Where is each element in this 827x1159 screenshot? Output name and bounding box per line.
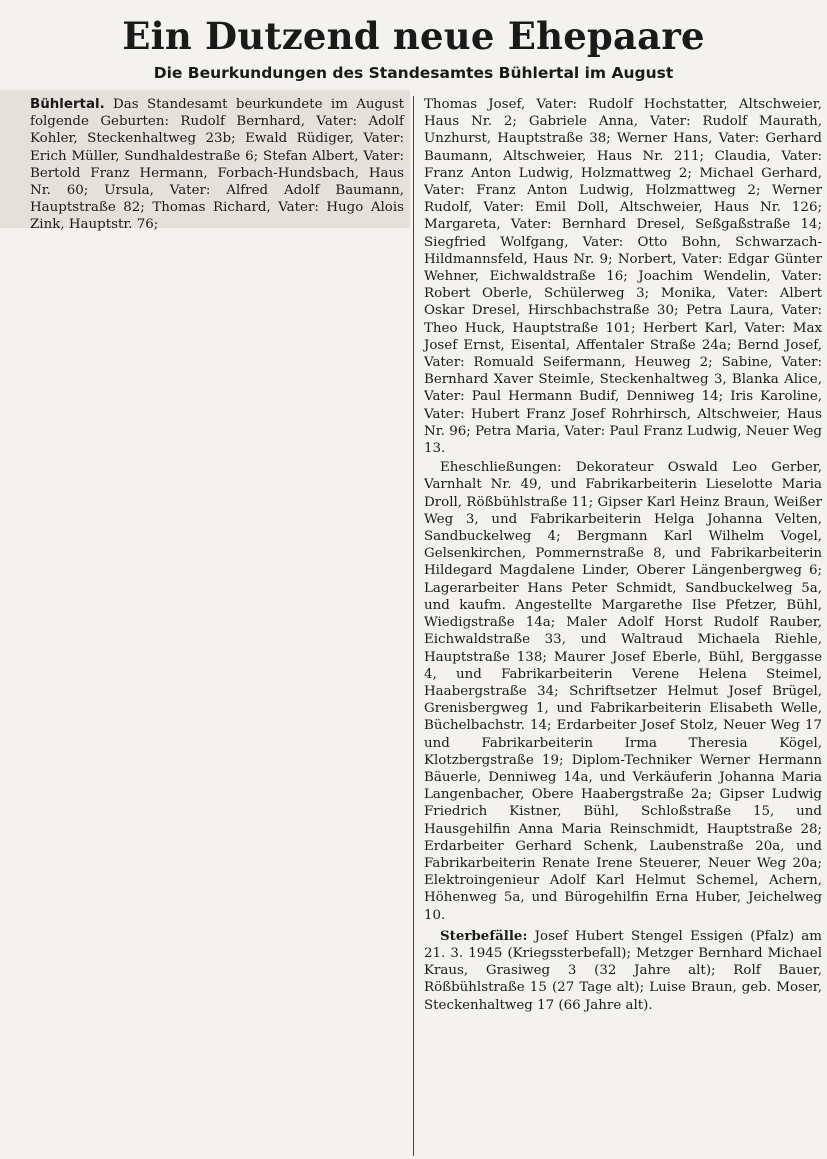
births-text: Das Standesamt beurkundete im August folgende Geburten: Rudolf Bernhard, Vater: Adolf Kohler, Steckenhaltweg 23b; Ewald Rüdiger, Vater: Erich Müller, Sundhaldestraße 6; Stefan Albert, Vater: Bertold Franz Hermann, Forbach-Hundsbach, Haus Nr. 60; Ursula, Vater: Alfred Adolf Baumann, Hauptstraße 82; Thomas Richard, Vater: Hugo Alois Zink, Hauptstr. 76; [30,97,404,233]
deaths-lead: Sterbefälle: [440,927,528,944]
column-divider [413,96,414,1156]
dateline: Bühlertal. [30,97,105,112]
article-headline: Ein Dutzend neue Ehepaare [122,14,705,58]
left-column [30,96,404,234]
marriages-paragraph: Eheschließungen: Dekorateur Oswald Leo Gerber, Varnhalt Nr. 49, und Fabrikarbeiterin Lieselotte Maria Droll, Rößbühlstraße 11; Gipser Karl Heinz Braun, Weißer Weg 3, und Fabrikarbeiterin Helga Johanna Velten, Sandbuckelweg 4; Bergmann Karl Wilhelm Vogel, Gelsenkirchen, Pommernstraße 8, und Fabrikarbeiterin Hildegard Magdalene Linder, Oberer Längenbergweg 6; Lagerarbeiter Hans Peter Schmidt, Sandbuckelweg 5a, und kaufm. Angestellte Margarethe Ilse Pfetzer, Bühl, Wiedigstraße 14a; Maler Adolf Horst Rudolf Rauber, Eichwaldstraße 33, und Waltraud Michaela Riehle, Hauptstraße 138; Maurer Josef Eberle, Bühl, Berggasse 4, und Fabrikarbeiterin Verene Helena Steimel, Haabergstraße 34; Schriftsetzer Helmut Josef Brügel, Grenisbergweg 1, und Fabrikarbeiterin Elisabeth Welle, Büchelbachstr. 14; Erdarbeiter Josef Stolz, Neuer Weg 17 und Fabrikarbeiterin Irma Theresia Kögel, Klotzbergstraße 19; Diplom-Techniker Werner Hermann Bäuerle, Denniweg 14a, und Verkäuferin Johanna Maria Langenbacher, Obere Haabergstraße 2a; Gipser Ludwig Friedrich Kistner, Bühl, Schloßstraße 15, und Hausgehilfin Anna Maria Reinschmidt, Hauptstraße 28; Erdarbeiter Gerhard Schenk, Laubenstraße 20a, und Fabrikarbeiterin Renate Irene Steuerer, Neuer Weg 20a; Elektroingenieur Adolf Karl Helmut Schemel, Achern, Höhenweg 5a, und Bürogehilfin Erna Huber, Jeichelweg 10. [424,460,822,923]
deaths-text: Josef Hubert Stengel Essigen (Pfalz) am 21. 3. 1945 (Kriegssterbefall); Metzger Bernhard Michael Kraus, Grasiweg 3 (32 Jahre alt); Rolf Bauer, Rößbühlstraße 15 (27 Tage alt); Luise Braun, geb. Moser, Steckenhaltweg 17 (66 Jahre alt). [424,928,822,1013]
deaths-paragraph [424,928,822,1014]
right-column [424,96,822,1014]
births-continued: Thomas Josef, Vater: Rudolf Hochstatter, Altschweier, Haus Nr. 2; Gabriele Anna, Vater: Rudolf Maurath, Unzhurst, Hauptstraße 38; Werner Hans, Vater: Gerhard Baumann, Altschweier, Haus Nr. 211; Claudia, Vater: Franz Anton Ludwig, Holzmattweg 2; Michael Gerhard, Vater: Franz Anton Ludwig, Holzmattweg 2; Werner Rudolf, Vater: Emil Doll, Altschweier, Haus Nr. 126; Margareta, Vater: Bernhard Dresel, Seßgaßstraße 14; Siegfried Wolfgang, Vater: Otto Bohn, Schwarzach-Hildmannsfeld, Haus Nr. 9; Norbert, Vater: Edgar Günter Wehner, Eichwaldstraße 16; Joachim Wendelin, Vater: Robert Oberle, Schülerweg 3; Monika, Vater: Albert Oskar Dresel, Hirschbachstraße 30; Petra Laura, Vater: Theo Huck, Hauptstraße 101; Herbert Karl, Vater: Max Josef Ernst, Eisental, Affentaler Straße 24a; Bernd Josef, Vater: Romuald Seifermann, Heuweg 2; Sabine, Vater: Bernhard Xaver Steimle, Steckenhaltweg 3, Blanka Alice, Vater: Paul Hermann Budif, Denniweg 14; Iris Karoline, Vater: Hubert Franz Josef Rohrhirsch, Altschweier, Haus Nr. 96; Petra Maria, Vater: Paul Franz Ludwig, Neuer Weg 13. [424,97,822,457]
births-paragraph [30,96,404,234]
article-subheadline: Die Beurkundungen des Standesamtes Bühlertal im August [153,64,674,82]
